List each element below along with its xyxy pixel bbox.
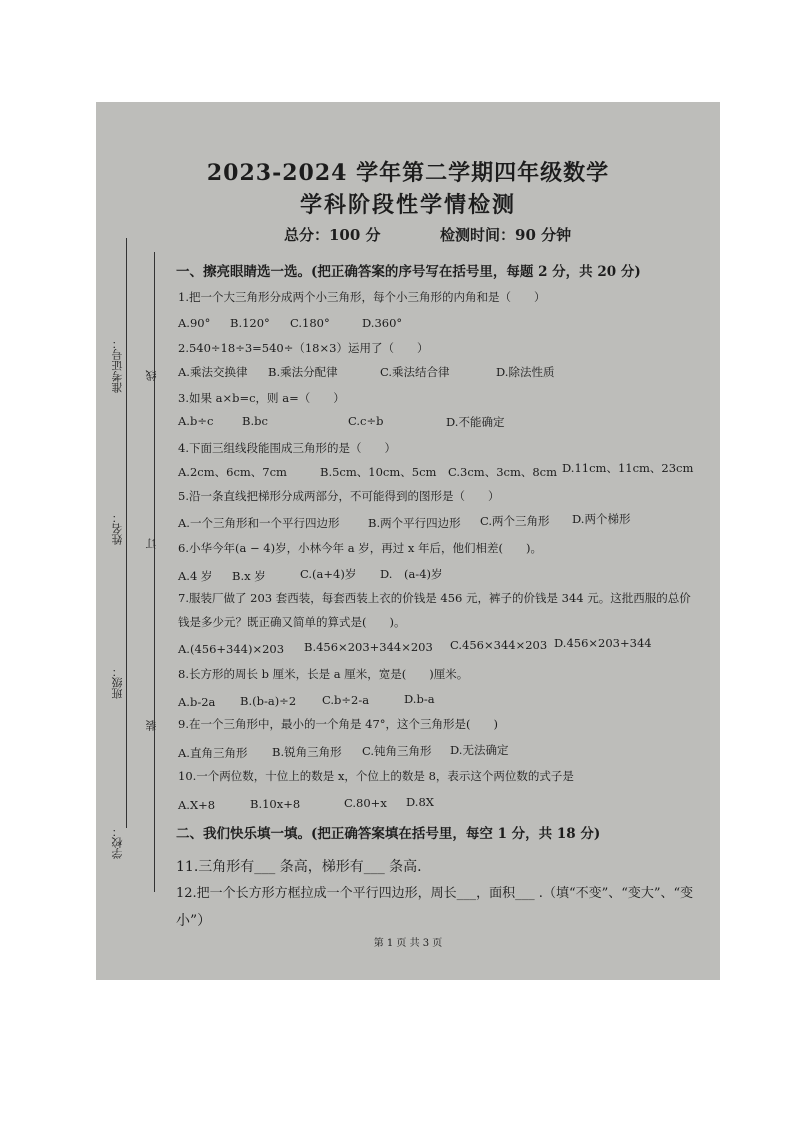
q7-option-a: A.(456+344)×203 (178, 642, 285, 656)
section1-heading: 一、擦亮眼睛选一选。(把正确答案的序号写在括号里，每题 2 分，共 20 分) (176, 264, 641, 280)
binding-mark-zhuang: 装 (145, 720, 158, 731)
q5-option-c: C.两个三角形 (480, 514, 550, 528)
q6-option-b: B.x 岁 (232, 569, 266, 583)
q4-option-a: A.2cm、6cm、7cm (178, 465, 287, 479)
section2-heading: 二、我们快乐填一填。(把正确答案填在括号里，每空 1 分，共 18 分) (176, 826, 601, 842)
question-10: 10.一个两位数，十位上的数是 x，个位上的数是 8，表示这个两位数的式子是 (178, 769, 574, 783)
q5-option-b: B.两个平行四边形 (368, 516, 461, 530)
q8-option-a: A.b-2a (178, 695, 216, 709)
q2-option-c: C.乘法结合律 (380, 365, 450, 379)
q10-option-a: A.X+8 (178, 798, 216, 812)
q5-option-d: D.两个梯形 (572, 512, 631, 526)
q3-option-b: B.bc (242, 414, 268, 428)
binding-line-left (126, 238, 127, 828)
exam-id-label: 准考证号： (111, 338, 124, 393)
q1-option-a: A.90° (178, 316, 211, 330)
binding-line-right (154, 252, 155, 892)
q8-option-b: B.(b-a)÷2 (240, 694, 297, 708)
page-footer: 第 1 页 共 3 页 (373, 938, 443, 949)
q10-option-d: D.8X (406, 795, 434, 809)
q9-option-c: C.钝角三角形 (362, 744, 432, 758)
q9-option-a: A.直角三角形 (178, 746, 248, 760)
q1-option-c: C.180° (290, 316, 330, 330)
question-7: 7.服装厂做了 203 套西装，每套西装上衣的价钱是 456 元，裤子的价钱是 344 元。这批西服的总价 (178, 591, 691, 605)
q3-option-a: A.b÷c (178, 414, 214, 428)
class-label: 班级： (111, 666, 124, 699)
exam-subtitle: 学科阶段性学情检测 (299, 192, 516, 218)
q7-option-b: B.456×203+344×203 (304, 640, 433, 654)
question-4: 4.下面三组线段能围成三角形的是（ ） (178, 441, 396, 455)
question-9: 9.在一个三角形中，最小的一个角是 47°，这个三角形是( ) (178, 717, 498, 731)
q2-option-d: D.除法性质 (496, 365, 555, 379)
q8-option-c: C.b÷2-a (322, 693, 370, 707)
name-label: 姓名： (111, 512, 124, 545)
question-6: 6.小华今年(a − 4)岁，小林今年 a 岁，再过 x 年后，他们相差( )。 (178, 541, 542, 555)
q4-option-d: D.11cm、11cm、23cm (562, 461, 694, 475)
question-11: 11.三角形有___ 条高，梯形有___ 条高. (176, 859, 422, 875)
q8-option-d: D.b-a (404, 692, 435, 706)
question-7-continued: 钱是多少元？既正确又简单的算式是( )。 (178, 615, 406, 629)
question-3: 3.如果 a×b=c，则 a=（ ） (178, 391, 345, 405)
q5-option-a: A.一个三角形和一个平行四边形 (178, 516, 340, 530)
q9-option-b: B.锐角三角形 (272, 745, 342, 759)
binding-mark-ding: 订 (145, 538, 158, 549)
question-2: 2.540÷18÷3=540÷（18×3）运用了（ ） (178, 341, 429, 355)
q7-option-d: D.456×203+344 (554, 636, 652, 650)
question-1: 1.把一个大三角形分成两个小三角形，每个小三角形的内角和是（ ） (178, 290, 546, 304)
exam-paper (96, 102, 720, 980)
question-8: 8.长方形的周长 b 厘米，长是 a 厘米，宽是( )厘米。 (178, 667, 469, 681)
question-12-continued: 小”） (176, 913, 212, 929)
question-5: 5.沿一条直线把梯形分成两部分，不可能得到的图形是（ ） (178, 489, 500, 503)
q7-option-c: C.456×344×203 (450, 638, 548, 652)
question-12: 12.把一个长方形方框拉成一个平行四边形，周长___，面积___ .（填“不变”、“变大”、“变 (176, 886, 694, 901)
q6-option-c: C.(a+4)岁 (300, 567, 357, 581)
q4-option-c: C.3cm、3cm、8cm (448, 465, 558, 479)
q6-option-a: A.4 岁 (178, 569, 213, 583)
q10-option-b: B.10x+8 (250, 797, 301, 811)
q1-option-b: B.120° (230, 316, 270, 330)
binding-mark-xian: 线 (145, 370, 158, 381)
exam-time: 检测时间：90 分钟 (440, 226, 572, 244)
q6-option-d: D. (a-4)岁 (380, 567, 443, 581)
q1-option-d: D.360° (362, 316, 403, 330)
q2-option-b: B.乘法分配律 (268, 365, 338, 379)
q9-option-d: D.无法确定 (450, 743, 509, 757)
q10-option-c: C.80+x (344, 796, 387, 810)
q2-option-a: A.乘法交换律 (178, 365, 248, 379)
school-label: 学校： (111, 826, 124, 859)
exam-title: 2023-2024 学年第二学期四年级数学 (206, 160, 610, 186)
q3-option-c: C.c÷b (348, 414, 384, 428)
q4-option-b: B.5cm、10cm、5cm (320, 465, 437, 479)
total-score: 总分：100 分 (284, 226, 381, 244)
q3-option-d: D.不能确定 (446, 415, 505, 429)
